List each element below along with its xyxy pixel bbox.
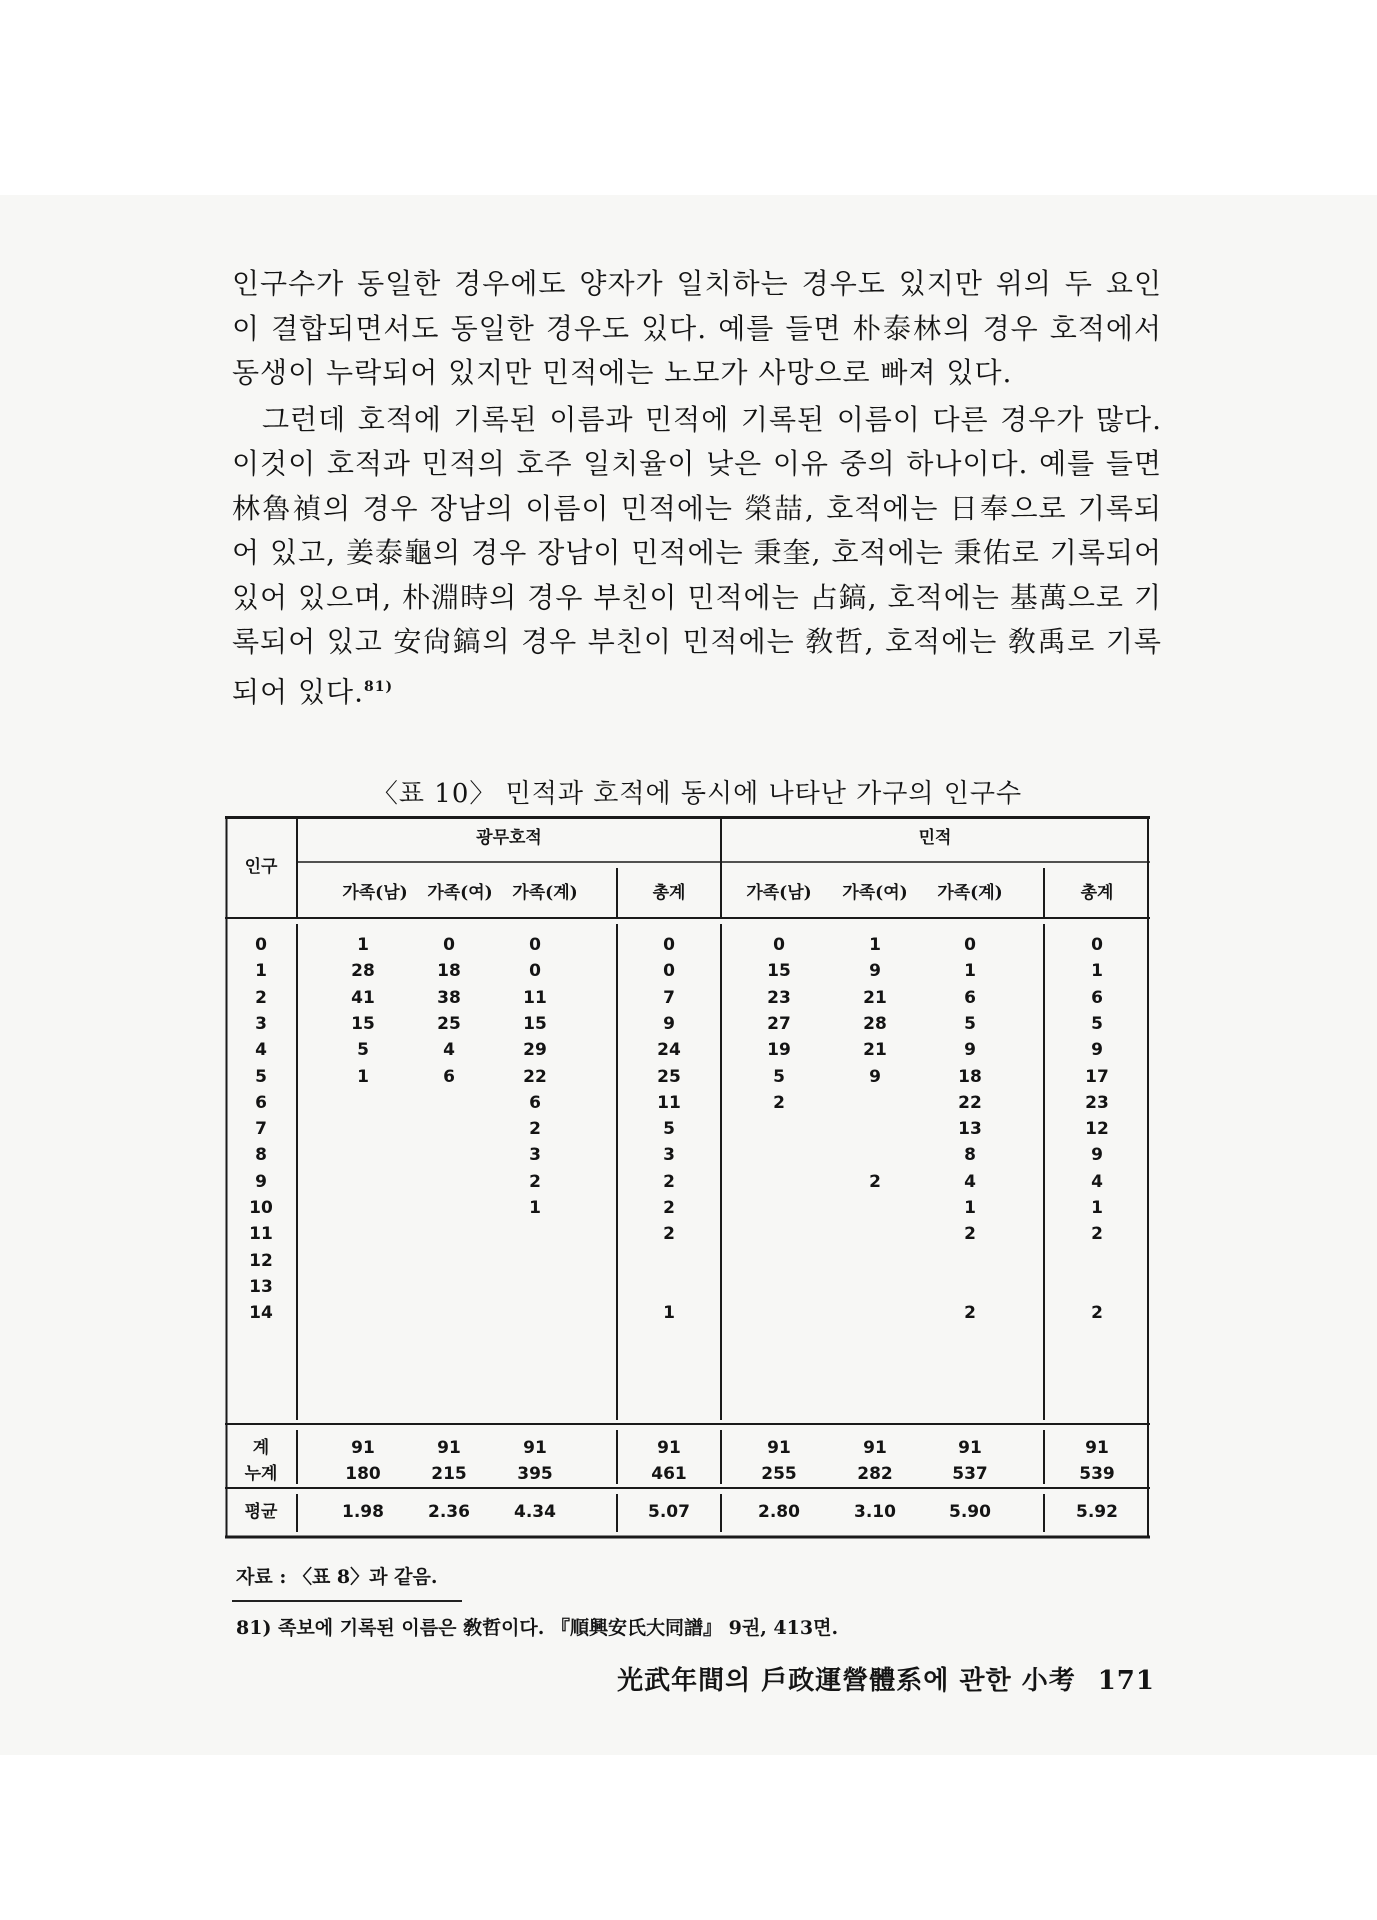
paragraph-2-text: 그런데 호적에 기록된 이름과 민적에 기록된 이름이 다른 경우가 많다. 이것이 호적과 민적의 호주 일치율이 낮은 이유 중의 하나이다. 예를 들면 林魯禎의 경우 장남의 이름이 민적에는 榮喆, 호적에는 日奉으로 기록되어 있고, 姜泰龜의 경우 장남이 민적에는 秉奎, 호적에는 秉佑로 기록되어 있어 있으며, 朴淵時의 경우 부친이 민적에는 占鎬, 호적에는 基萬으로 기록되어 있고 安尙鎬의 경우 부친이 민적에는 敎哲, 호적에는 敎禹로 기록되어 있다. [232,402,1162,708]
footnote-reference[interactable]: 81) [364,678,394,695]
footnote-81: 81) 족보에 기록된 이름은 敎哲이다. 『順興安氏大同譜』 9권, 413면. [236,1617,839,1639]
body-text [232,262,1162,714]
page-number: 171 [1097,1666,1155,1696]
running-title: 光武年間의 戶政運營體系에 관한 小考 [617,1666,1076,1696]
paragraph-2 [232,398,1162,715]
table-caption: 〈표 10〉 민적과 호적에 동시에 나타난 가구의 인구수 [371,779,1023,809]
population-table: 인구 광무호적 민적 가족(남) 가족(여) 가족(계) 총계 가족(남) 가족(여) 가족(계) 총계 0 1 0 0 0 0 1 0 0 1 28 18 0 0 15 9 1 1 2 41 38 11 7 23 21 6 6 3 15 25 15 9 27 28 5 5 4 5 4 29 24 19 21 9 9 5 1 6 22 25 5 9 18 17 6 6 11 2 22 23 7 2 5 13 12 8 3 3 8 9 9 2 2 2 4 4 10 1 2 1 1 11 2 2 2 12 13 14 1 2 2 계 91 91 91 91 91 91 91 91 누계 180 215 395 461 255 282 537 539 평균 1.98 2.36 4.34 5.07 2.80 3.10 5.90 5.92 [225,816,1150,1551]
footnote-rule [232,1600,462,1602]
running-footer [617,1660,1155,1697]
source-note: 자료 : 〈표 8〉과 같음. [236,1566,438,1588]
paragraph-1: 인구수가 동일한 경우에도 양자가 일치하는 경우도 있지만 위의 두 요인이 결합되면서도 동일한 경우도 있다. 예를 들면 朴泰林의 경우 호적에서 동생이 누락되어 있지만 민적에는 노모가 사망으로 빠져 있다. [232,267,1162,389]
